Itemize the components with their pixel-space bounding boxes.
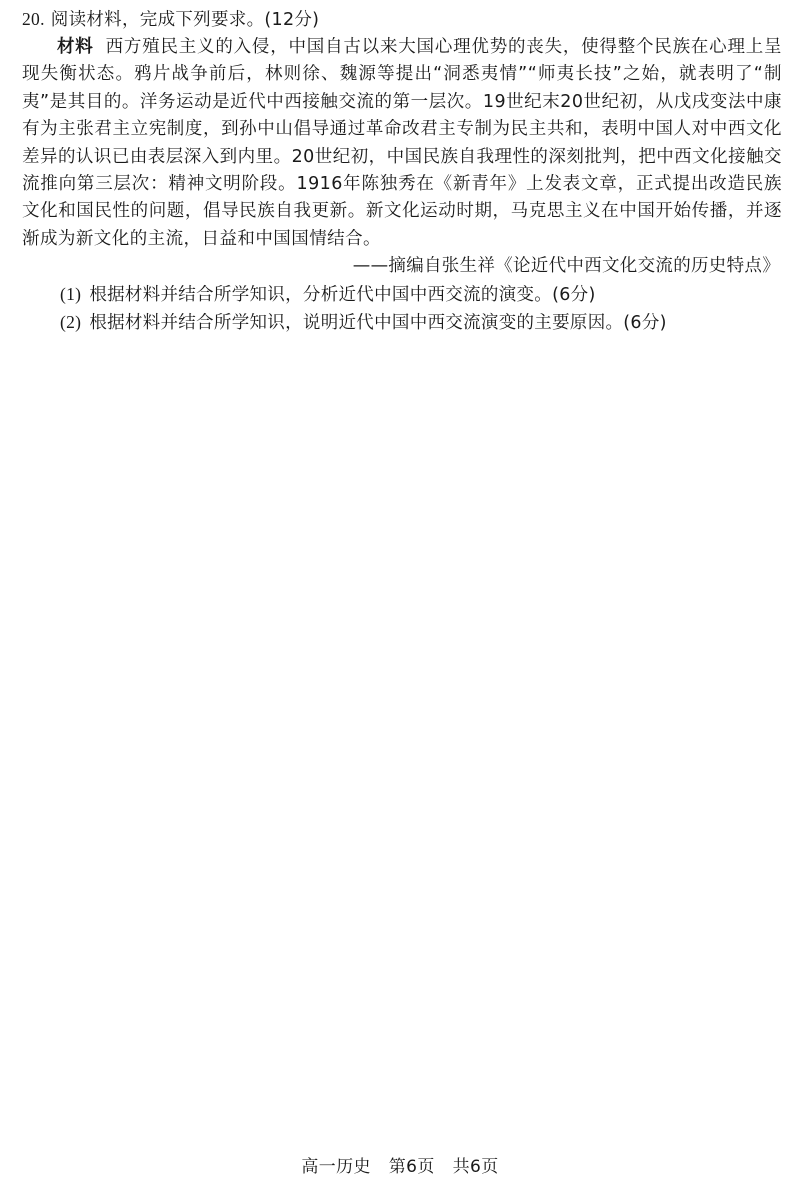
sub-question-text: 根据材料并结合所学知识，分析近代中国中西交流的演变。(6分) (89, 285, 596, 306)
footer-total-pages: 共6页 (452, 1157, 499, 1177)
question-prompt: 阅读材料，完成下列要求。(12分) (50, 10, 320, 30)
page-footer (0, 1155, 800, 1179)
sub-question-1 (22, 280, 782, 308)
material-source: ——摘编自张生祥《论近代中西文化交流的历史特点》 (352, 256, 780, 277)
footer-page-number: 第6页 (388, 1157, 435, 1177)
sub-question-2 (22, 308, 782, 336)
question-block (22, 6, 782, 336)
sub-question-number: (1) (60, 284, 82, 305)
question-number: 20. (22, 9, 45, 29)
sub-question-text: 根据材料并结合所学知识，说明近代中国中西交流演变的主要原因。(6分) (89, 313, 667, 334)
footer-subject: 高一历史 (301, 1157, 371, 1177)
material-passage (22, 34, 782, 253)
question-heading (22, 6, 782, 33)
sub-question-number: (2) (60, 312, 82, 333)
material-label: 材料 (57, 37, 94, 57)
material-text: 西方殖民主义的入侵，中国自古以来大国心理优势的丧失，使得整个民族在心理上呈现失衡状态。鸦片战争前后，林则徐、魏源等提出“洞悉夷情”“师夷长技”之始，就表明了“制夷”是其目的。洋务运动是近代中西接触交流的第一层次。19世纪末20世纪初，从戊戌变法中康有为主张君主立宪制度，到孙中山倡导通过革命改君主专制为民主共和，表明中国人对中西文化差异的认识已由表层深入到内里。20世纪初，中国民族自我理性的深刻批判，把中西文化接触交流推向第三层次：精神文明阶段。1916年陈独秀在《新青年》上发表文章，正式提出改造民族文化和国民性的问题，倡导民族自我更新。新文化运动时期，马克思主义在中国开始传播，并逐渐成为新文化的主流，日益和中国国情结合。 (22, 37, 782, 249)
